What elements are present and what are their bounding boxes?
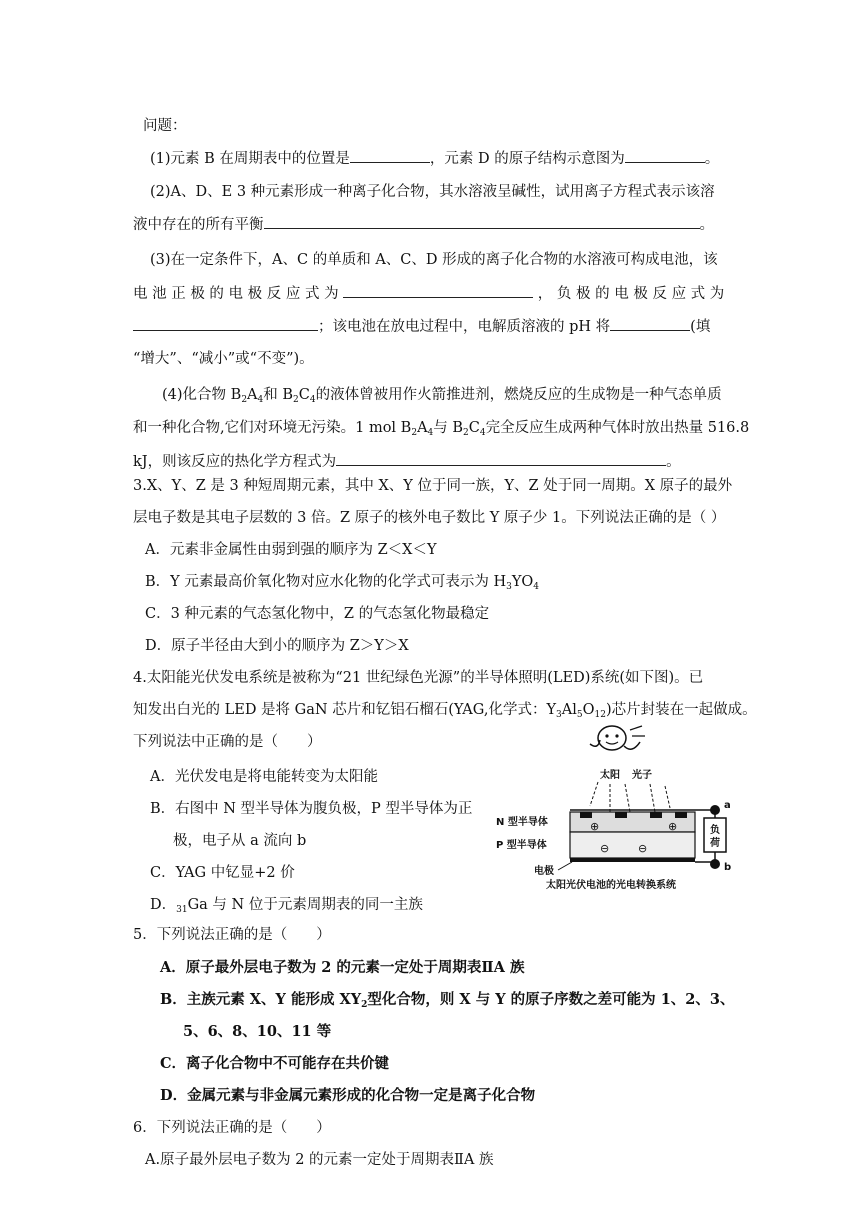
text-run: A．光伏发电是将电能转变为太阳能 <box>150 769 378 785</box>
text-run: “增大”、“减小”或“不变”)。 <box>133 351 314 367</box>
text-run: 与 B <box>433 420 464 436</box>
text-line <box>150 182 715 202</box>
text-run: B．主族元素 X、Y 能形成 XY <box>160 991 362 1008</box>
text-run: C <box>468 420 480 436</box>
text-run: 3.X、Y、Z 是 3 种短周期元素，其中 X、Y 位于同一族，Y、Z 处于同一周期。X 原子的最外 <box>133 478 733 494</box>
text-line <box>160 1054 389 1074</box>
text-line <box>145 572 539 592</box>
text-line <box>145 1150 493 1170</box>
answer-blank[interactable] <box>610 316 690 331</box>
text-run: 5．下列说法正确的是（ ） <box>133 927 331 943</box>
text-run: B．Y 元素最高价氧化物对应水化物的化学式可表示为 H <box>145 574 507 590</box>
text-run: D．金属元素与非金属元素形成的化合物一定是离子化合物 <box>160 1087 536 1104</box>
sun-icon <box>590 726 645 750</box>
subscript: 2 <box>463 428 469 438</box>
text-run: A．元素非金属性由弱到强的顺序为 Z＜X＜Y <box>145 542 437 558</box>
text-run: D． <box>150 897 177 913</box>
text-line <box>150 863 295 883</box>
text-run: A.原子最外层电子数为 2 的元素一定处于周期表ⅡA 族 <box>145 1152 494 1168</box>
text-run: ；该电池在放电过程中，电解质溶液的 pH 将 <box>318 319 611 335</box>
subscript: 4 <box>309 395 316 405</box>
subscript: 2 <box>411 428 418 438</box>
text-line <box>162 385 722 405</box>
text-run: ， 负 极 的 电 极 反 应 式 为 <box>533 286 725 302</box>
subscript: 4 <box>479 428 486 438</box>
text-line <box>145 604 489 624</box>
text-run: C <box>298 387 310 403</box>
text-line <box>133 283 724 304</box>
hole-marker: ⊕ <box>668 820 678 833</box>
subscript: 3 <box>556 710 562 720</box>
solar-cell-diagram <box>490 724 730 894</box>
label-electrode: 电极 <box>534 866 554 877</box>
text-line <box>150 799 472 819</box>
text-run: B．右图中 N 型半导体为腹负极，P 型半导体为正 <box>150 801 473 817</box>
subscript: 4 <box>257 395 264 405</box>
label-load-2: 荷 <box>710 838 720 849</box>
text-run: 6．下列说法正确的是（ ） <box>133 1120 331 1136</box>
text-run: 完全反应生成两种气体时放出热量 516.8 <box>485 420 750 436</box>
terminal-b <box>710 859 720 869</box>
text-line <box>150 148 719 169</box>
text-run: 型化合物，则 X 与 Y 的原子序数之差可能为 1、2、3、 <box>367 991 735 1008</box>
text-line <box>150 767 378 787</box>
subscript: 4 <box>533 582 540 592</box>
subscript: 12 <box>594 710 606 720</box>
text-line <box>145 540 437 560</box>
text-line <box>173 831 306 851</box>
text-line <box>133 732 322 752</box>
subscript: 2 <box>293 395 299 405</box>
text-line <box>133 451 681 472</box>
text-run: 极，电子从 a 流向 b <box>173 833 307 849</box>
subscript: 3 <box>506 582 512 592</box>
text-run: C．3 种元素的气态氢化物中，Z 的气态氢化物最稳定 <box>145 606 490 622</box>
text-line <box>133 1118 331 1138</box>
text-run: A <box>417 420 428 436</box>
subscript: 2 <box>241 395 248 405</box>
text-line <box>160 1086 535 1106</box>
text-line <box>133 925 331 945</box>
text-line <box>133 700 757 720</box>
text-run: 电 池 正 极 的 电 极 反 应 式 为 <box>133 286 344 302</box>
text-run: 的液体曾被用作火箭推进剂，燃烧反应的生成物是一种气态单质 <box>315 387 722 403</box>
text-run: (填 <box>690 319 711 335</box>
text-run: A <box>247 387 258 403</box>
answer-blank[interactable] <box>336 451 666 466</box>
text-run: YO <box>511 574 534 590</box>
text-run: D．原子半径由大到小的顺序为 Z＞Y＞X <box>145 638 409 654</box>
text-line <box>160 990 734 1010</box>
p-layer <box>570 832 695 858</box>
text-run: 和一种化合物,它们对环境无污染。1 mol B <box>133 420 412 436</box>
answer-blank[interactable] <box>350 148 430 163</box>
text-run: )芯片封装在一起做成。 <box>605 702 757 718</box>
text-run: O <box>582 702 595 718</box>
text-line <box>133 668 703 688</box>
text-run: A．原子最外层电子数为 2 的元素一定处于周期表ⅡA 族 <box>160 959 525 976</box>
text-run: 。 <box>666 454 681 470</box>
text-run: 。 <box>704 151 720 167</box>
text-line <box>133 476 732 496</box>
label-a: a <box>724 800 731 811</box>
text-run: (2)A、D、E 3 种元素形成一种离子化合物，其水溶液呈碱性，试用离子方程式表示该溶 <box>150 184 715 200</box>
text-line <box>160 958 524 978</box>
text-run: C．YAG 中钇显+2 价 <box>150 865 295 881</box>
text-run: 下列说法中正确的是（ ） <box>133 734 322 750</box>
label-load-1: 负 <box>710 825 720 836</box>
text-run: 。 <box>699 217 714 233</box>
text-run: Ga 与 N 位于元素周期表的同一主族 <box>187 897 423 913</box>
text-run: C．离子化合物中不可能存在共价键 <box>160 1055 390 1072</box>
subscript: 5 <box>576 710 583 720</box>
text-run: 层电子数是其电子层数的 3 倍。Z 原子的核外电子数比 Y 原子少 1。下列说法正确的是（ ） <box>133 510 726 526</box>
text-line <box>183 1022 331 1042</box>
electron-marker: ⊖ <box>638 842 648 855</box>
text-run: (3)在一定条件下，A、C 的单质和 A、C、D 形成的离子化合物的水溶液可构成电池，该 <box>150 252 718 268</box>
answer-blank[interactable] <box>133 316 318 331</box>
figure-caption: 太阳光伏电池的光电转换系统 <box>546 880 676 891</box>
text-line <box>143 116 187 136</box>
text-run: kJ，则该反应的热化学方程式为 <box>133 454 337 470</box>
subscript: 2 <box>361 1000 368 1010</box>
text-run: 5、6、8、10、11 等 <box>183 1023 332 1040</box>
text-run: ，元素 D 的原子结构示意图为 <box>429 151 625 167</box>
text-run: 知发出白光的 LED 是将 GaN 芯片和钇铝石榴石(YAG,化学式：Y <box>133 702 557 718</box>
text-line <box>133 316 710 337</box>
text-run: 4.太阳能光伏发电系统是被称为“21 世纪绿色光源”的半导体照明(LED)系统(如下图)。已 <box>133 670 704 686</box>
text-run: Al <box>561 702 577 718</box>
text-line <box>133 418 749 438</box>
answer-blank[interactable] <box>343 283 533 298</box>
label-b: b <box>724 862 732 873</box>
text-run: (1)元素 B 在周期表中的位置是 <box>150 151 350 167</box>
text-line <box>150 250 718 270</box>
subscript: 31 <box>176 905 188 915</box>
light-rays <box>590 782 670 812</box>
subscript: 4 <box>427 428 434 438</box>
text-run: (4)化合物 B <box>162 387 242 403</box>
text-line <box>133 214 714 235</box>
text-line <box>145 636 409 656</box>
label-photon: 光子 <box>632 770 652 781</box>
label-n-type: N 型半导体 <box>496 817 548 828</box>
text-line <box>150 895 423 915</box>
solar-cell-figure <box>490 724 730 894</box>
label-p-type: P 型半导体 <box>496 840 547 851</box>
answer-blank[interactable] <box>625 148 705 163</box>
text-run: 液中存在的所有平衡 <box>133 217 264 233</box>
label-sun: 太阳 <box>600 770 620 781</box>
answer-blank[interactable] <box>264 214 700 229</box>
hole-marker: ⊕ <box>590 820 600 833</box>
text-line <box>133 349 314 369</box>
text-line <box>133 508 725 528</box>
electron-marker: ⊖ <box>600 842 610 855</box>
text-run: 和 B <box>263 387 294 403</box>
text-run: 问题： <box>143 118 187 134</box>
